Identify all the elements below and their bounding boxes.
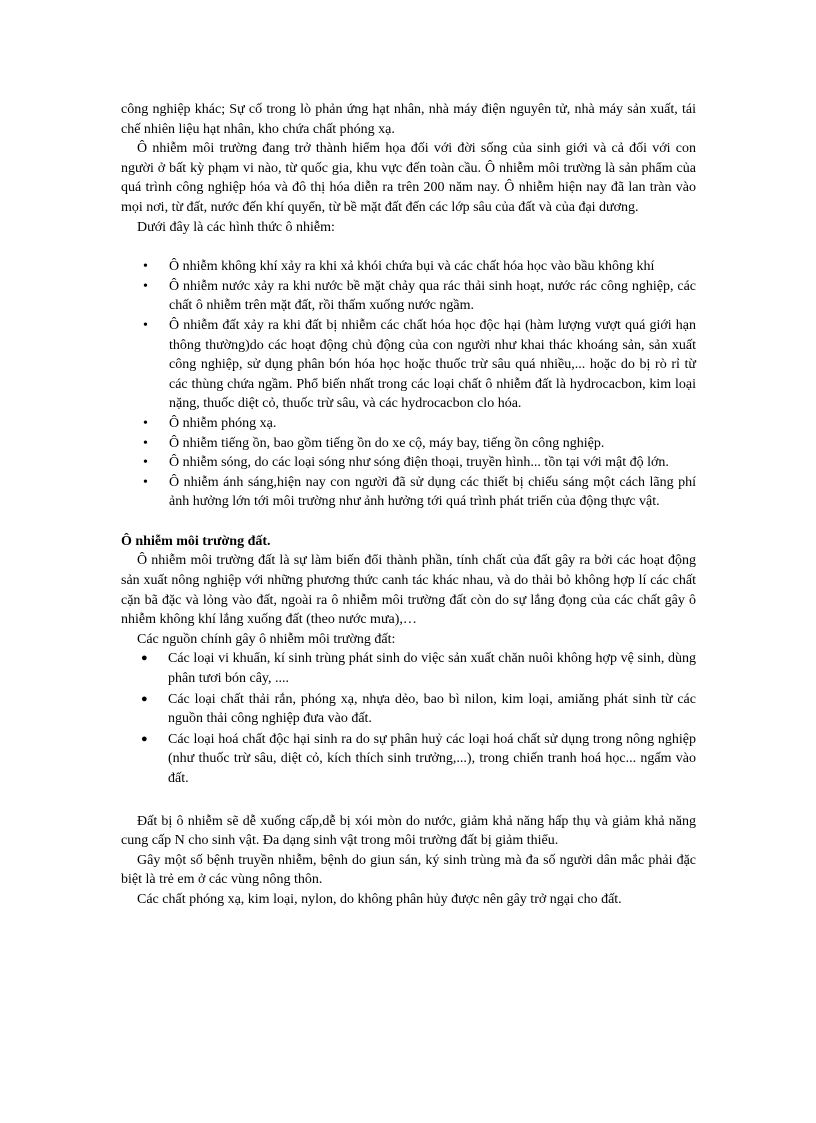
list-item: • Ô nhiễm đất xảy ra khi đất bị nhiễm các chất hóa học độc hại (hàm lượng vượt quá giới hạn thông thường)do các hoạt động chủ động của con người như khai thác khoáng sản, sản xuất công nghiệp, sử dụng phân bón hóa học hoặc thuốc trừ sâu quá nhiều,... hoặc do bị rò rỉ từ các thùng chứa ngầm. Phổ biến nhất trong các loại chất ô nhiễm đất là hydrocacbon, kim loại nặng, thuốc diệt cỏ, thuốc trừ sâu, và các hydrocacbon clo hóa. — [143, 316, 696, 414]
list-item: ● Các loại vi khuẩn, kí sinh trùng phát sinh do việc sản xuất chăn nuôi không hợp vệ sinh, dùng phân tươi bón cây, .... — [141, 649, 696, 688]
list-item: ● Các loại chất thải rắn, phóng xạ, nhựa dẻo, bao bì nilon, kim loại, amiăng phát sinh từ các nguồn thải công nghiệp đưa vào đất. — [141, 690, 696, 729]
sources-lead: Các nguồn chính gây ô nhiễm môi trường đất: — [137, 631, 396, 647]
soil-paragraph: Ô nhiễm môi trường đất là sự làm biến đổi thành phần, tính chất của đất gây ra bởi các hoạt động sản xuất nông nghiệp với những phương thức canh tác khác nhau, và do thải bỏ không hợp lí các chất cặn bã đặc và lỏng vào đất, ngoài ra ô nhiễm môi trường đất còn do sự lắng đọng của các chất gây ô nhiễm không khí lắng xuống đất (theo nước mưa),… — [121, 553, 696, 628]
intro-paragraph: Ô nhiễm môi trường đang trở thành hiểm họa đối với đời sống của sinh giới và cả đối với con người ở bất kỳ phạm vi nào, từ quốc gia, khu vực đến toàn cầu. Ô nhiễm môi trường là sản phẩm của quá trình công nghiệp hóa và đô thị hóa diễn ra trên 200 năm nay. Ô nhiễm hiện nay đã lan tràn vào mọi nơi, từ đất, nước đến khí quyển, từ bề mặt đất đến các lớp sâu của đất và của đại dương. — [121, 141, 696, 215]
list-item: • Ô nhiễm nước xảy ra khi nước bề mặt chảy qua rác thải sinh hoạt, nước rác công nghiệp, các chất ô nhiễm trên mặt đất, rồi thấm xuống nước ngầm. — [143, 277, 696, 316]
forms-lead: Dưới đây là các hình thức ô nhiễm: — [137, 219, 335, 235]
list-item: • Ô nhiễm không khí xảy ra khi xả khói chứa bụi và các chất hóa học vào bầu không khí — [143, 257, 696, 277]
list-item: • Ô nhiễm ánh sáng,hiện nay con người đã sử dụng các thiết bị chiếu sáng một cách lãng phí ảnh hưởng lớn tới môi trường như ảnh hưởng tới quá trình phát triển của động thực vật. — [143, 473, 696, 512]
closing-paragraph: Đất bị ô nhiễm sẽ dễ xuống cấp,dễ bị xói mòn do nước, giảm khả năng hấp thụ và giảm khả năng cung cấp N cho sinh vật. Đa dạng sinh vật trong môi trường đất bị giảm thiểu. — [121, 813, 696, 849]
list-item: • Ô nhiễm sóng, do các loại sóng như sóng điện thoại, truyền hình... tồn tại với mật độ lớn. — [143, 453, 696, 473]
intro-continuation: công nghiệp khác; Sự cố trong lò phản ứng hạt nhân, nhà máy điện nguyên tử, nhà máy sản xuất, tái chế nhiên liệu hạt nhân, kho chứa chất phóng xạ. — [121, 102, 696, 137]
spacer — [121, 790, 696, 812]
pollution-sources-list — [141, 649, 696, 788]
section-heading: Ô nhiễm môi trường đất. — [121, 533, 271, 549]
document-page — [121, 100, 696, 910]
list-item: • Ô nhiễm phóng xạ. — [143, 414, 696, 434]
closing-paragraph: Gây một số bệnh truyền nhiễm, bệnh do giun sán, ký sinh trùng mà đa số người dân mắc phải đặc biệt là trẻ em ở các vùng nông thôn. — [121, 852, 696, 888]
closing-paragraph: Các chất phóng xạ, kim loại, nylon, do không phân hủy được nên gây trở ngại cho đất. — [137, 891, 622, 907]
list-item: ● Các loại hoá chất độc hại sinh ra do sự phân huỷ các loại hoá chất sử dụng trong nông nghiệp (như thuốc trừ sâu, diệt cỏ, kích thích sinh trưởng,...), trong chiến tranh hoá học... ngấm vào đất. — [141, 730, 696, 789]
list-item: • Ô nhiễm tiếng ồn, bao gồm tiếng ồn do xe cộ, máy bay, tiếng ồn công nghiệp. — [143, 434, 696, 454]
pollution-forms-list — [143, 257, 696, 512]
